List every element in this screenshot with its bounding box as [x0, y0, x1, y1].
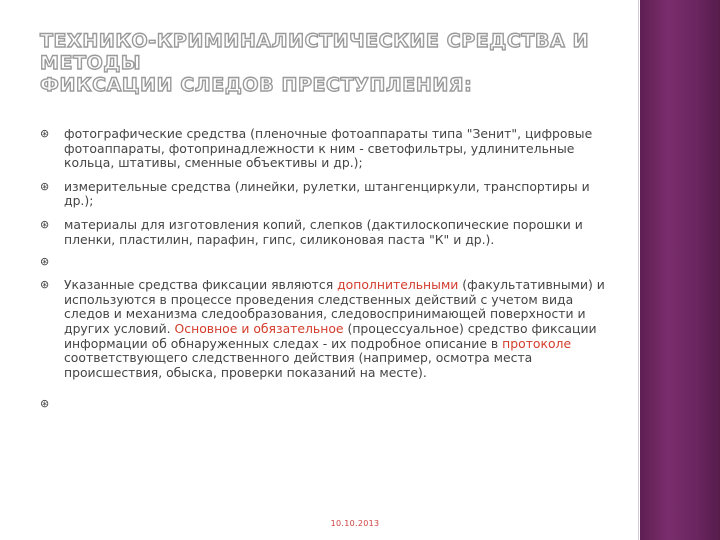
- highlight-protocol: протоколе: [502, 335, 572, 351]
- highlight-additional: дополнительными: [337, 277, 459, 293]
- bullet-text: фотографические средства (пленочные фотоаппараты типа "Зенит", цифровые фотоаппараты, фотопринадлежности к ним - светофильтры, удлинительные кольца, штативы, сменные объективы и др.);: [64, 126, 593, 171]
- bullet-icon: ⊛: [40, 278, 50, 292]
- bullet-item-fixation: [40, 278, 610, 380]
- bullet-icon: ⊛: [40, 397, 50, 411]
- bullet-icon: ⊛: [40, 179, 50, 193]
- text-part: соответствующего следственного действия (например, осмотра места происшествия, обыска, проверки показаний на месте).: [64, 350, 533, 380]
- bullet-icon: ⊛: [40, 217, 50, 231]
- slide-title-line-2: ФИКСАЦИИ СЛЕДОВ ПРЕСТУПЛЕНИЯ:: [40, 74, 473, 96]
- bullet-icon: ⊛: [40, 255, 50, 269]
- bullet-list: [40, 127, 610, 412]
- text-part: Указанные средства фиксации являются: [64, 277, 338, 293]
- bullet-item-measuring: [40, 180, 610, 209]
- text-part: (процессуальное) средство фиксации информации об обнаруженных следах - их подробное описание в: [64, 320, 597, 351]
- bullet-item-empty: [40, 255, 610, 270]
- slide-date: 10.10.2013: [330, 519, 380, 528]
- highlight-main: Основное и обязательное: [174, 320, 344, 336]
- bullet-icon: ⊛: [40, 127, 50, 140]
- slide-title-line-1: ТЕХНИКО-КРИМИНАЛИСТИЧЕСКИЕ СРЕДСТВА И МЕТОДЫ: [40, 30, 590, 74]
- bullet-text: материалы для изготовления копий, слепков (дактилоскопические порошки и пленки, пластилин, парафин, гипс, силиконовая паста "К" и др.).: [64, 216, 583, 247]
- bullet-item-photo: [40, 127, 610, 171]
- text-part: (факультативными) и используются в процессе проведения следственных действий с учетом вида следов и механизма следообразования, следовоспринимающей поверхности и других условий.: [64, 277, 605, 336]
- bullet-text: измерительные средства (линейки, рулетки, штангенциркули, транспортиры и др.);: [64, 178, 590, 209]
- decorative-side-panel: [640, 0, 720, 540]
- slide-title: [40, 30, 610, 96]
- bullet-text: [64, 277, 605, 380]
- bullet-item-materials: [40, 218, 610, 247]
- bullet-item-empty-last: [40, 397, 610, 412]
- panel-divider: [638, 0, 639, 540]
